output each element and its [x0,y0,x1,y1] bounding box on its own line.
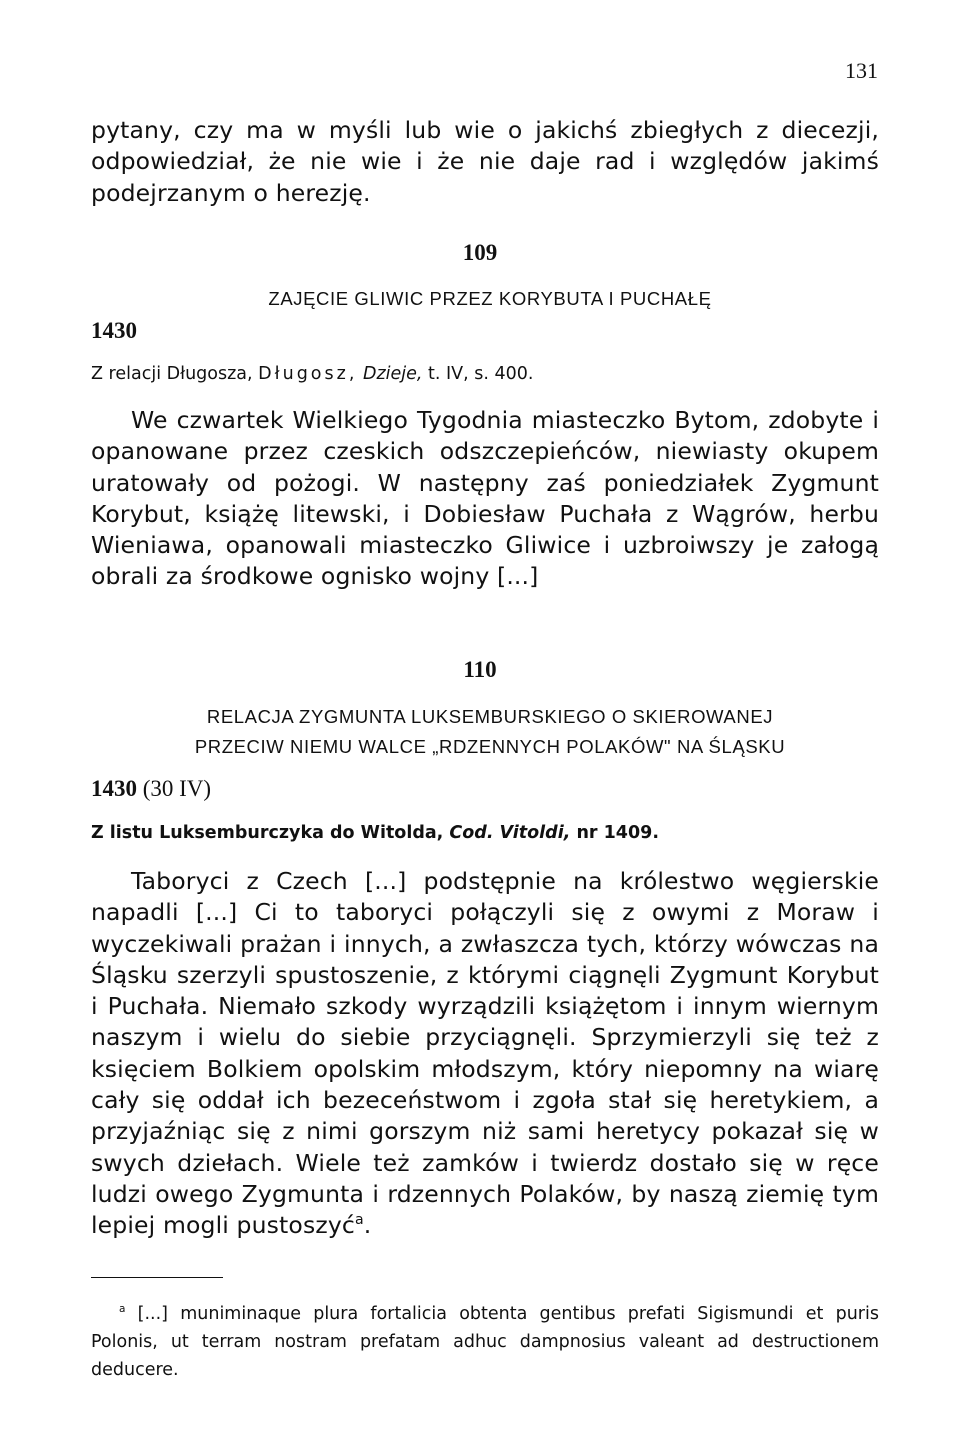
source-work: Cod. Vitoldi, [449,823,571,843]
source-work: Dzieje, [362,364,423,384]
intro-paragraph: pytany, czy ma w myśli lub wie o jakichś zbiegłych z diecezji, odpowiedział, że nie wie i że nie daje rad i względów jakimś podejrzanym o herezję. [91,116,879,207]
footnote [91,1300,879,1384]
footnote-reference[interactable]: a [354,1212,364,1229]
document-109-year: 1430 [91,318,137,343]
page-number: 131 [845,58,878,83]
footnote-marker: a [119,1303,126,1316]
document-109-title: ZAJĘCIE GLIWIC PRZEZ KORYBUTA I PUCHAŁĘ [268,288,712,309]
source-suffix: nr 1409. [576,823,659,843]
title-line-1: RELACJA ZYGMUNTA LUKSEMBURSKIEGO O SKIEROWANEJ [206,706,774,727]
document-110-title [100,702,880,762]
document-109-source [91,364,533,384]
title-line-2: PRZECIW NIEMU WALCE „RDZENNYCH POLAKÓW" NA ŚLĄSKU [194,736,786,757]
footnote-separator [91,1277,223,1278]
source-suffix: t. IV, s. 400. [428,364,534,384]
document-110-date [91,776,211,802]
source-prefix: Z relacji Długosza, [91,364,253,384]
document-109-text: We czwartek Wielkiego Tygodnia miasteczko Bytom, zdobyte i opanowane przez czeskich odszczepieńców, niewiasty okupem uratowały od pożogi. W następny zaś poniedziałek Zygmunt Korybut, książę litewski, i Dobiesław Puchała z Wągrów, herbu Wieniawa, opanowali miasteczko Gliwice i uzbroiwszy je załogą obrali za środkowe ognisko wojny [...] [91,406,879,591]
document-110-number: 110 [463,657,497,682]
source-prefix: Z listu Luksemburczyka do Witolda, [91,823,444,843]
document-110-body: Taboryci z Czech [...] podstępnie na królestwo węgierskie napadli [...] Ci to taboryci połączyli się z owymi z Moraw i wyczekiwali prażan i innych, a zwłaszcza tych, którzy wówczas na Śląsku szerzyli spustoszenie, z którymi ciągnęli Zygmunt Korybut i Puchała. Niemało szkody wyrządzili książętom i innym wiernym naszym i wielu do siebie przyciągnęli. Sprzymierzyli się też z księciem Bolkiem opolskim młodszym, który niepomny na wiarę cały się oddał ich bezeceństwom i zgoła stał się heretykiem, a przyjaźniąc się z nimi gorszym niż sami heretycy pokazał się w swych dziełach. Wiele też zamków i twierdz dostało się w ręce ludzi owego Zygmunta i rdzennych Polaków, by naszą ziemię tym lepiej mogli pustoszyć [91,867,879,1240]
document-110-day: (30 IV) [142,776,212,801]
footnote-text: [...] muniminaque plura fortalicia obtenta gentibus prefati Sigismundi et puris Polonis, ut terram nostram prefatam adhuc dampnosius valeant ad destructionem deducere. [91,1304,879,1380]
source-author: Długosz, [258,364,358,384]
document-110-source [91,823,659,843]
document-110-year: 1430 [91,776,137,801]
document-109-number: 109 [462,240,498,265]
document-110-text: Taboryci z Czech [...] podstępnie na królestwo węgierskie napadli [...] Ci to taboryci połączyli się z owymi z Moraw i wyczekiwali prażan i innych, a zwłaszcza tych, którzy wówczas na Śląsku szerzyli spustoszenie, z którymi ciągnęli Zygmunt Korybut i Puchała. Niemało szkody wyrządzili książętom i innym wiernym naszym i wielu do siebie przyciągnęli. Sprzymierzyli się też z księciem Bolkiem opolskim młodszym, który niepomny na wiarę cały się oddał ich bezeceństwom i zgoła stał się heretykiem, a przyjaźniąc się z nimi gorszym niż sami heretycy pokazał się w swych dziełach. Wiele też zamków i twierdz dostało się w ręce ludzi owego Zygmunta i rdzennych Polaków, by naszą ziemię tym lepiej mogli pustoszyć$^a$. [91,867,879,1240]
